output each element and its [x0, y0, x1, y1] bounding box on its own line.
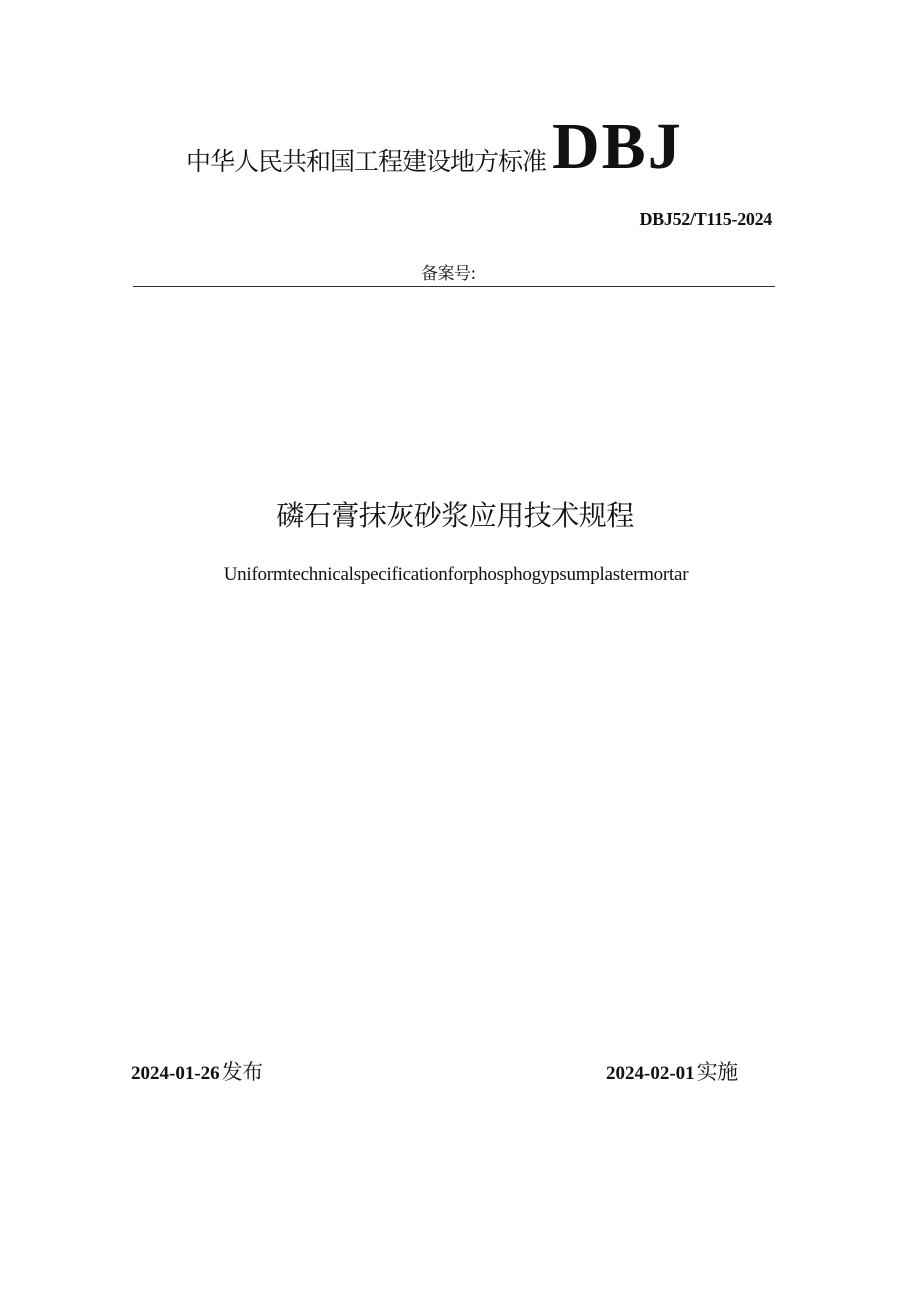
issue-date: 2024-01-26: [131, 1063, 220, 1084]
document-title-chinese: 磷石膏抹灰砂浆应用技术规程: [276, 499, 634, 532]
standard-category: 中华人民共和国工程建设地方标准: [186, 147, 547, 176]
issue-date-block: [131, 1056, 263, 1086]
standard-mark: DBJ: [552, 110, 683, 183]
standard-header: [186, 110, 746, 183]
issue-label: 发布: [221, 1060, 263, 1084]
record-number-label: 备案号:: [421, 264, 476, 284]
implementation-date-block: [606, 1056, 738, 1086]
standard-number: DBJ52/T115-2024: [639, 209, 772, 229]
header-divider: [133, 286, 775, 287]
document-title-english: Uniformtechnicalspecificationforphosphogypsumplastermortar: [223, 564, 689, 585]
implementation-date: 2024-02-01: [606, 1063, 695, 1084]
implementation-label: 实施: [696, 1060, 738, 1084]
